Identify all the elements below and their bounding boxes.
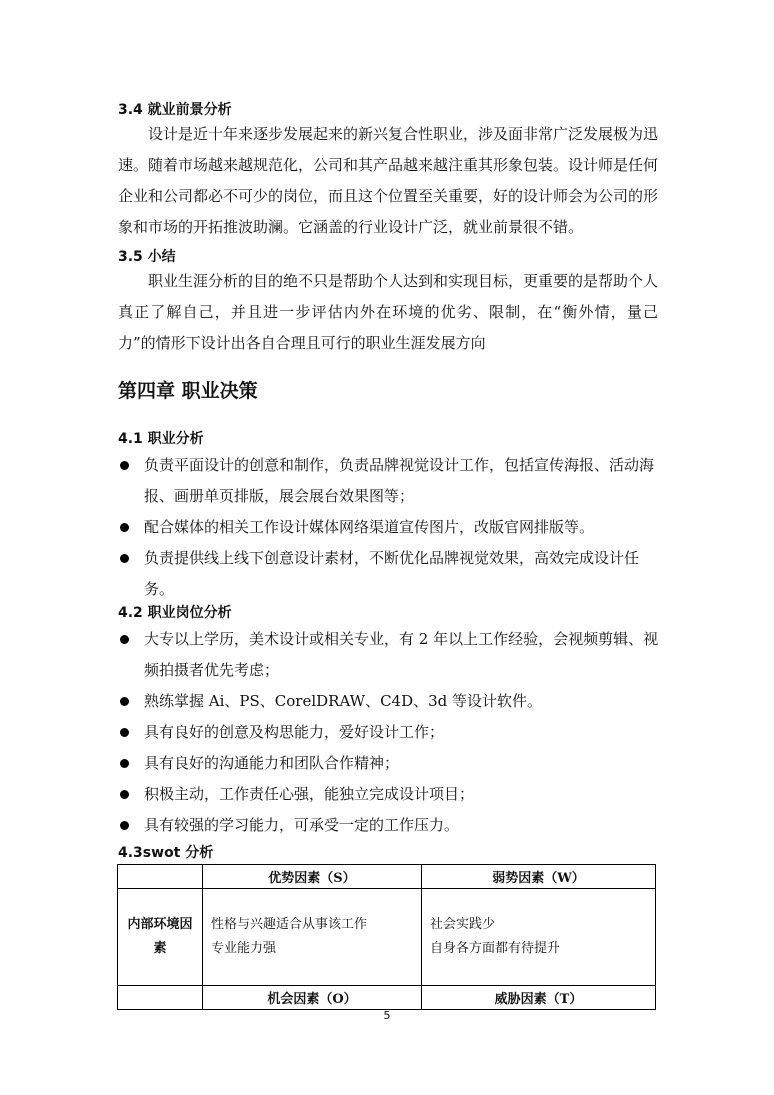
paragraph-employment-prospects: 设计是近十年来逐步发展起来的新兴复合性职业，涉及面非常广泛发展极为迅速。随着市场越来越规范化，公司和其产品越来越注重其形象包装。设计师是任何企业和公司都必不可少的岗位，而且这个位置至关重要，好的设计师会为公司的形象和市场的开拓推波助澜。它涵盖的行业设计广泛，就业前景很不错。 [118,125,659,236]
bullet-icon [120,461,129,470]
list-item: 配合媒体的相关工作设计媒体网络渠道宣传图片，改版官网排版等。 [118,512,663,543]
bullet-icon [120,728,129,737]
bullet-icon [120,635,129,644]
swot-corner-cell [118,865,203,889]
job-analysis-list [118,450,663,605]
section-heading-3-5: 3.5 小结 [118,249,176,265]
swot-table [117,864,656,1010]
threats-header: 威胁因素（T） [422,986,656,1010]
list-item: 积极主动，工作责任心强，能独立完成设计项目； [118,779,663,810]
bullet-icon [120,697,129,706]
section-heading-4-3: 4.3swot 分析 [118,845,214,861]
opportunities-header: 机会因素（O） [203,986,422,1010]
bullet-icon [120,821,129,830]
bullet-icon [120,523,129,532]
list-item: 具有良好的创意及构思能力，爱好设计工作； [118,717,663,748]
list-item: 具有良好的沟通能力和团队合作精神； [118,748,663,779]
bullet-icon [120,554,129,563]
job-position-list [118,624,663,841]
list-item: 具有较强的学习能力，可承受一定的工作压力。 [118,810,663,841]
paragraph-summary: 职业生涯分析的目的绝不只是帮助个人达到和实现目标，更重要的是帮助个人真正了解自己，并且进一步评估内外在环境的优劣、限制，在“衡外情，量己力”的情形下设计出各自合理且可行的职业生涯发展方向 [118,272,659,352]
strengths-cell: 性格与兴趣适合从事该工作 专业能力强 [203,889,422,986]
list-item: 熟练掌握 Ai、PS、CorelDRAW、C4D、3d 等设计软件。 [118,686,663,717]
section-heading-4-2: 4.2 职业岗位分析 [118,605,232,621]
section-heading-4-1: 4.1 职业分析 [118,431,204,447]
weaknesses-header: 弱势因素（W） [422,865,656,889]
list-item: 大专以上学历，美术设计或相关专业，有 2 年以上工作经验，会视频剪辑、视频拍摄者优先考虑； [118,624,663,686]
section-heading-3-4: 3.4 就业前景分析 [118,102,232,118]
swot-empty-cell [118,986,203,1010]
bullet-icon [120,790,129,799]
list-item: 负责提供线上线下创意设计素材，不断优化品牌视觉效果，高效完成设计任务。 [118,543,663,605]
strengths-header: 优势因素（S） [203,865,422,889]
bullet-icon [120,759,129,768]
chapter-heading-4: 第四章 职业决策 [118,380,258,402]
page-number: 5 [383,1009,391,1022]
list-item: 负责平面设计的创意和制作，负责品牌视觉设计工作，包括宣传海报、活动海报、画册单页排版，展会展台效果图等； [118,450,663,512]
weaknesses-cell: 社会实践少 自身各方面都有待提升 [422,889,656,986]
internal-factors-label: 内部环境因 素 [118,889,203,986]
